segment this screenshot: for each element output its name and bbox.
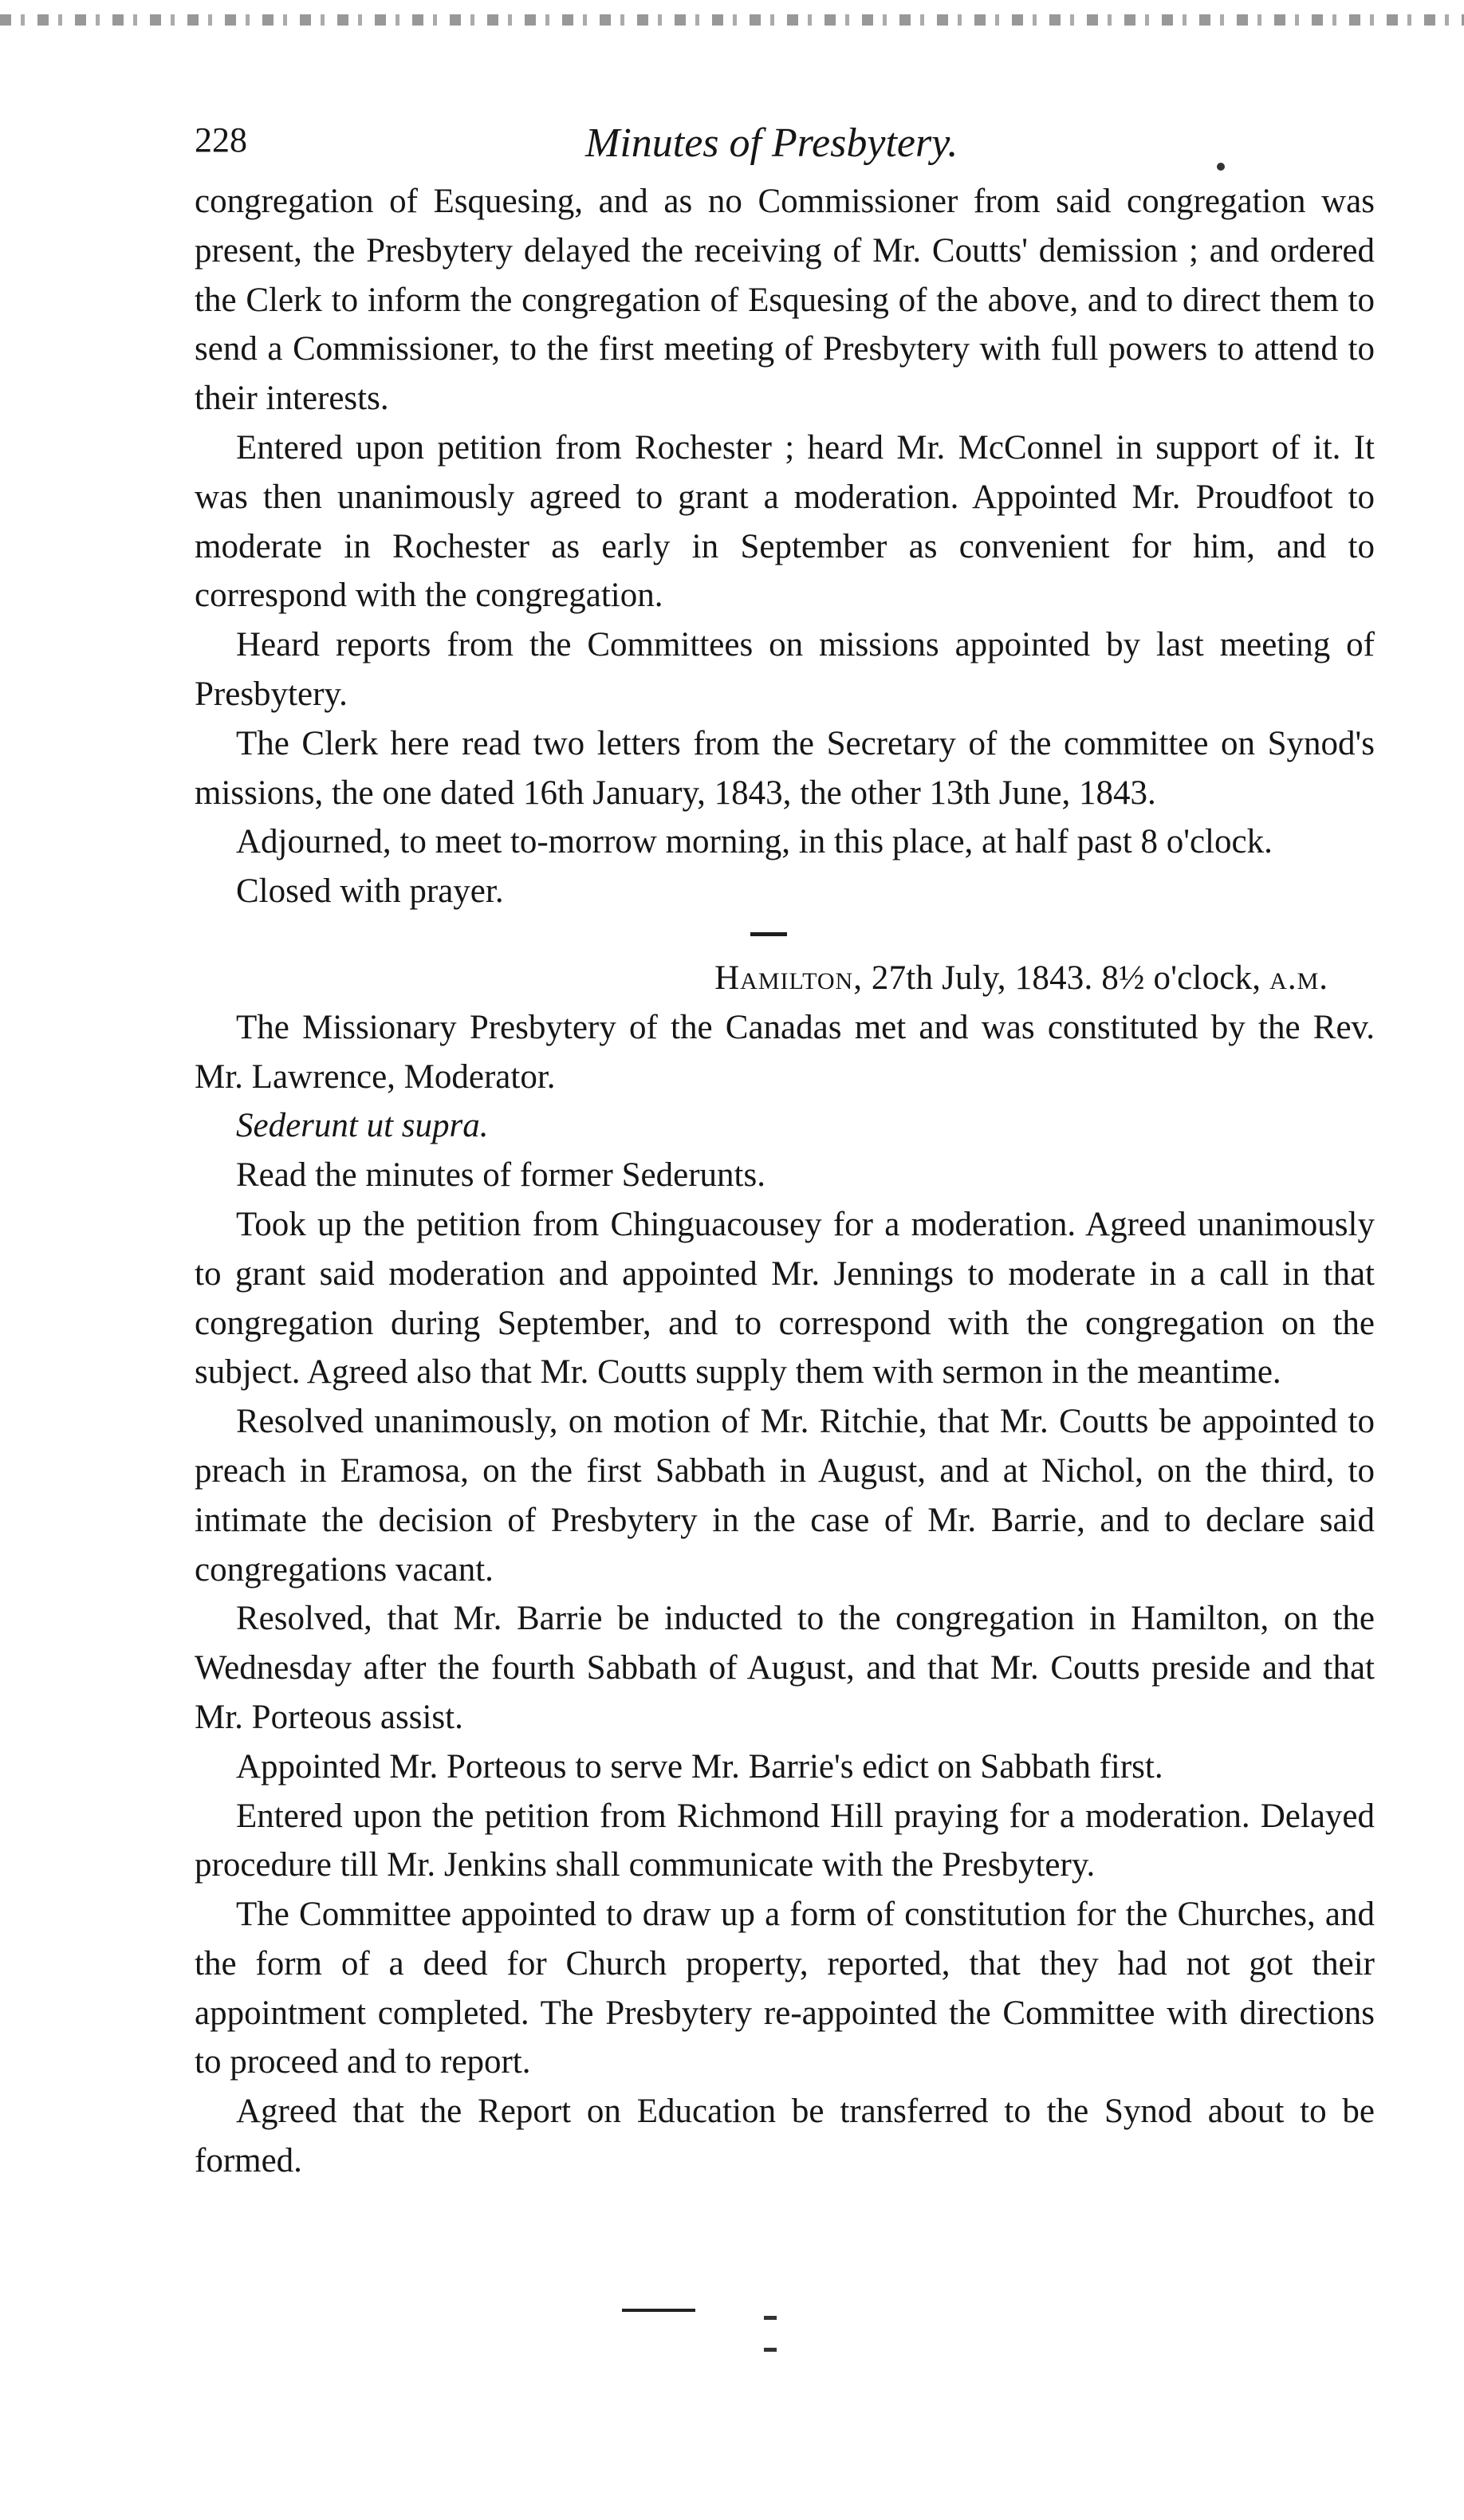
paragraph-sederunt: Sederunt ut supra.	[236, 1107, 489, 1145]
end-dash-mark	[764, 2348, 777, 2352]
end-rule	[622, 2309, 695, 2312]
paragraph-eramosa-nichol: Resolved unanimously, on motion of Mr. Ritchie, that Mr. Coutts be appointed to preach in Eramosa, on the first Sabbath in August, and at Nichol, on the third, to intimate the decision of Presbytery in the case of Mr. Barrie, and to declare said congregations vacant.	[195, 1403, 1375, 1589]
paragraph-constitution-committee: The Committee appointed to draw up a form of constitution for the Churches, and the form of a deed for Church property, reported, that they had not got their appointment completed. The Presbytery re-appointed the Committee with directions to proceed and to report.	[195, 1896, 1375, 2081]
dateline-date: 27th July, 1843. 8½ o'clock,	[862, 959, 1270, 997]
paragraph-committee-reports: Heard reports from the Committees on missions appointed by last meeting of Presbytery.	[195, 626, 1375, 713]
paragraph-education-report: Agreed that the Report on Education be transferred to the Synod about to be formed.	[195, 2093, 1375, 2180]
paragraph-adjourned: Adjourned, to meet to-morrow morning, in this place, at half past 8 o'clock.	[236, 823, 1273, 861]
paragraph-edict: Appointed Mr. Porteous to serve Mr. Barrie's edict on Sabbath first.	[236, 1747, 1163, 1786]
running-head	[195, 120, 1375, 175]
running-title: Minutes of Presbytery.	[585, 120, 958, 166]
stray-ink-mark	[1217, 163, 1225, 171]
paragraph-read-minutes: Read the minutes of former Sederunts.	[236, 1156, 765, 1195]
dateline	[195, 954, 1375, 1003]
page-number: 228	[195, 120, 247, 159]
paragraph-rochester: Entered upon petition from Rochester ; heard Mr. McConnel in support of it. It was then unanimously agreed to grant a moderation. Appointed Mr. Proudfoot to moderate in Rochester as early in September as convenient for him, and to correspond with the congregation.	[195, 428, 1375, 615]
paragraph-hamilton-induction: Resolved, that Mr. Barrie be inducted to the congregation in Hamilton, on the Wednesday after the fourth Sabbath of August, and that Mr. Coutts preside and that Mr. Porteous assist.	[195, 1600, 1375, 1736]
page-text	[195, 177, 1375, 2186]
end-dash-mark	[764, 2316, 777, 2320]
book-page	[195, 120, 1375, 2186]
paragraph-closed-prayer: Closed with prayer.	[236, 872, 504, 911]
dateline-time: a.m.	[1269, 959, 1328, 997]
paragraph-clerk-letters: The Clerk here read two letters from the Secretary of the committee on Synod's missions, the one dated 16th January, 1843, the other 13th June, 1843.	[195, 724, 1375, 812]
paragraph-chinguacousey: Took up the petition from Chinguacousey for a moderation. Agreed unanimously to grant said moderation and appointed Mr. Jennings to moderate in a call in that congregation during September, and to correspond with the congregation on the subject. Agreed also that Mr. Coutts supply them with sermon in the meantime.	[195, 1205, 1375, 1392]
scan-edge-artifact	[0, 14, 1464, 26]
paragraph-esquesing: congregation of Esquesing, and as no Commissioner from said congregation was present, the Presbytery delayed the receiving of Mr. Coutts' demission ; and ordered the Clerk to inform the congregation of Esquesing of the above, and to direct them to send a Commissioner, to the first meeting of Presbytery with full powers to attend to their interests.	[195, 183, 1375, 418]
paragraph-constituted: The Missionary Presbytery of the Canadas met and was constituted by the Rev. Mr. Lawrence, Moderator.	[195, 1008, 1375, 1096]
section-separator	[750, 932, 787, 936]
dateline-place: Hamilton,	[714, 959, 863, 997]
paragraph-richmond-hill: Entered upon the petition from Richmond Hill praying for a moderation. Delayed procedure till Mr. Jenkins shall communicate with the Presbytery.	[195, 1797, 1375, 1884]
